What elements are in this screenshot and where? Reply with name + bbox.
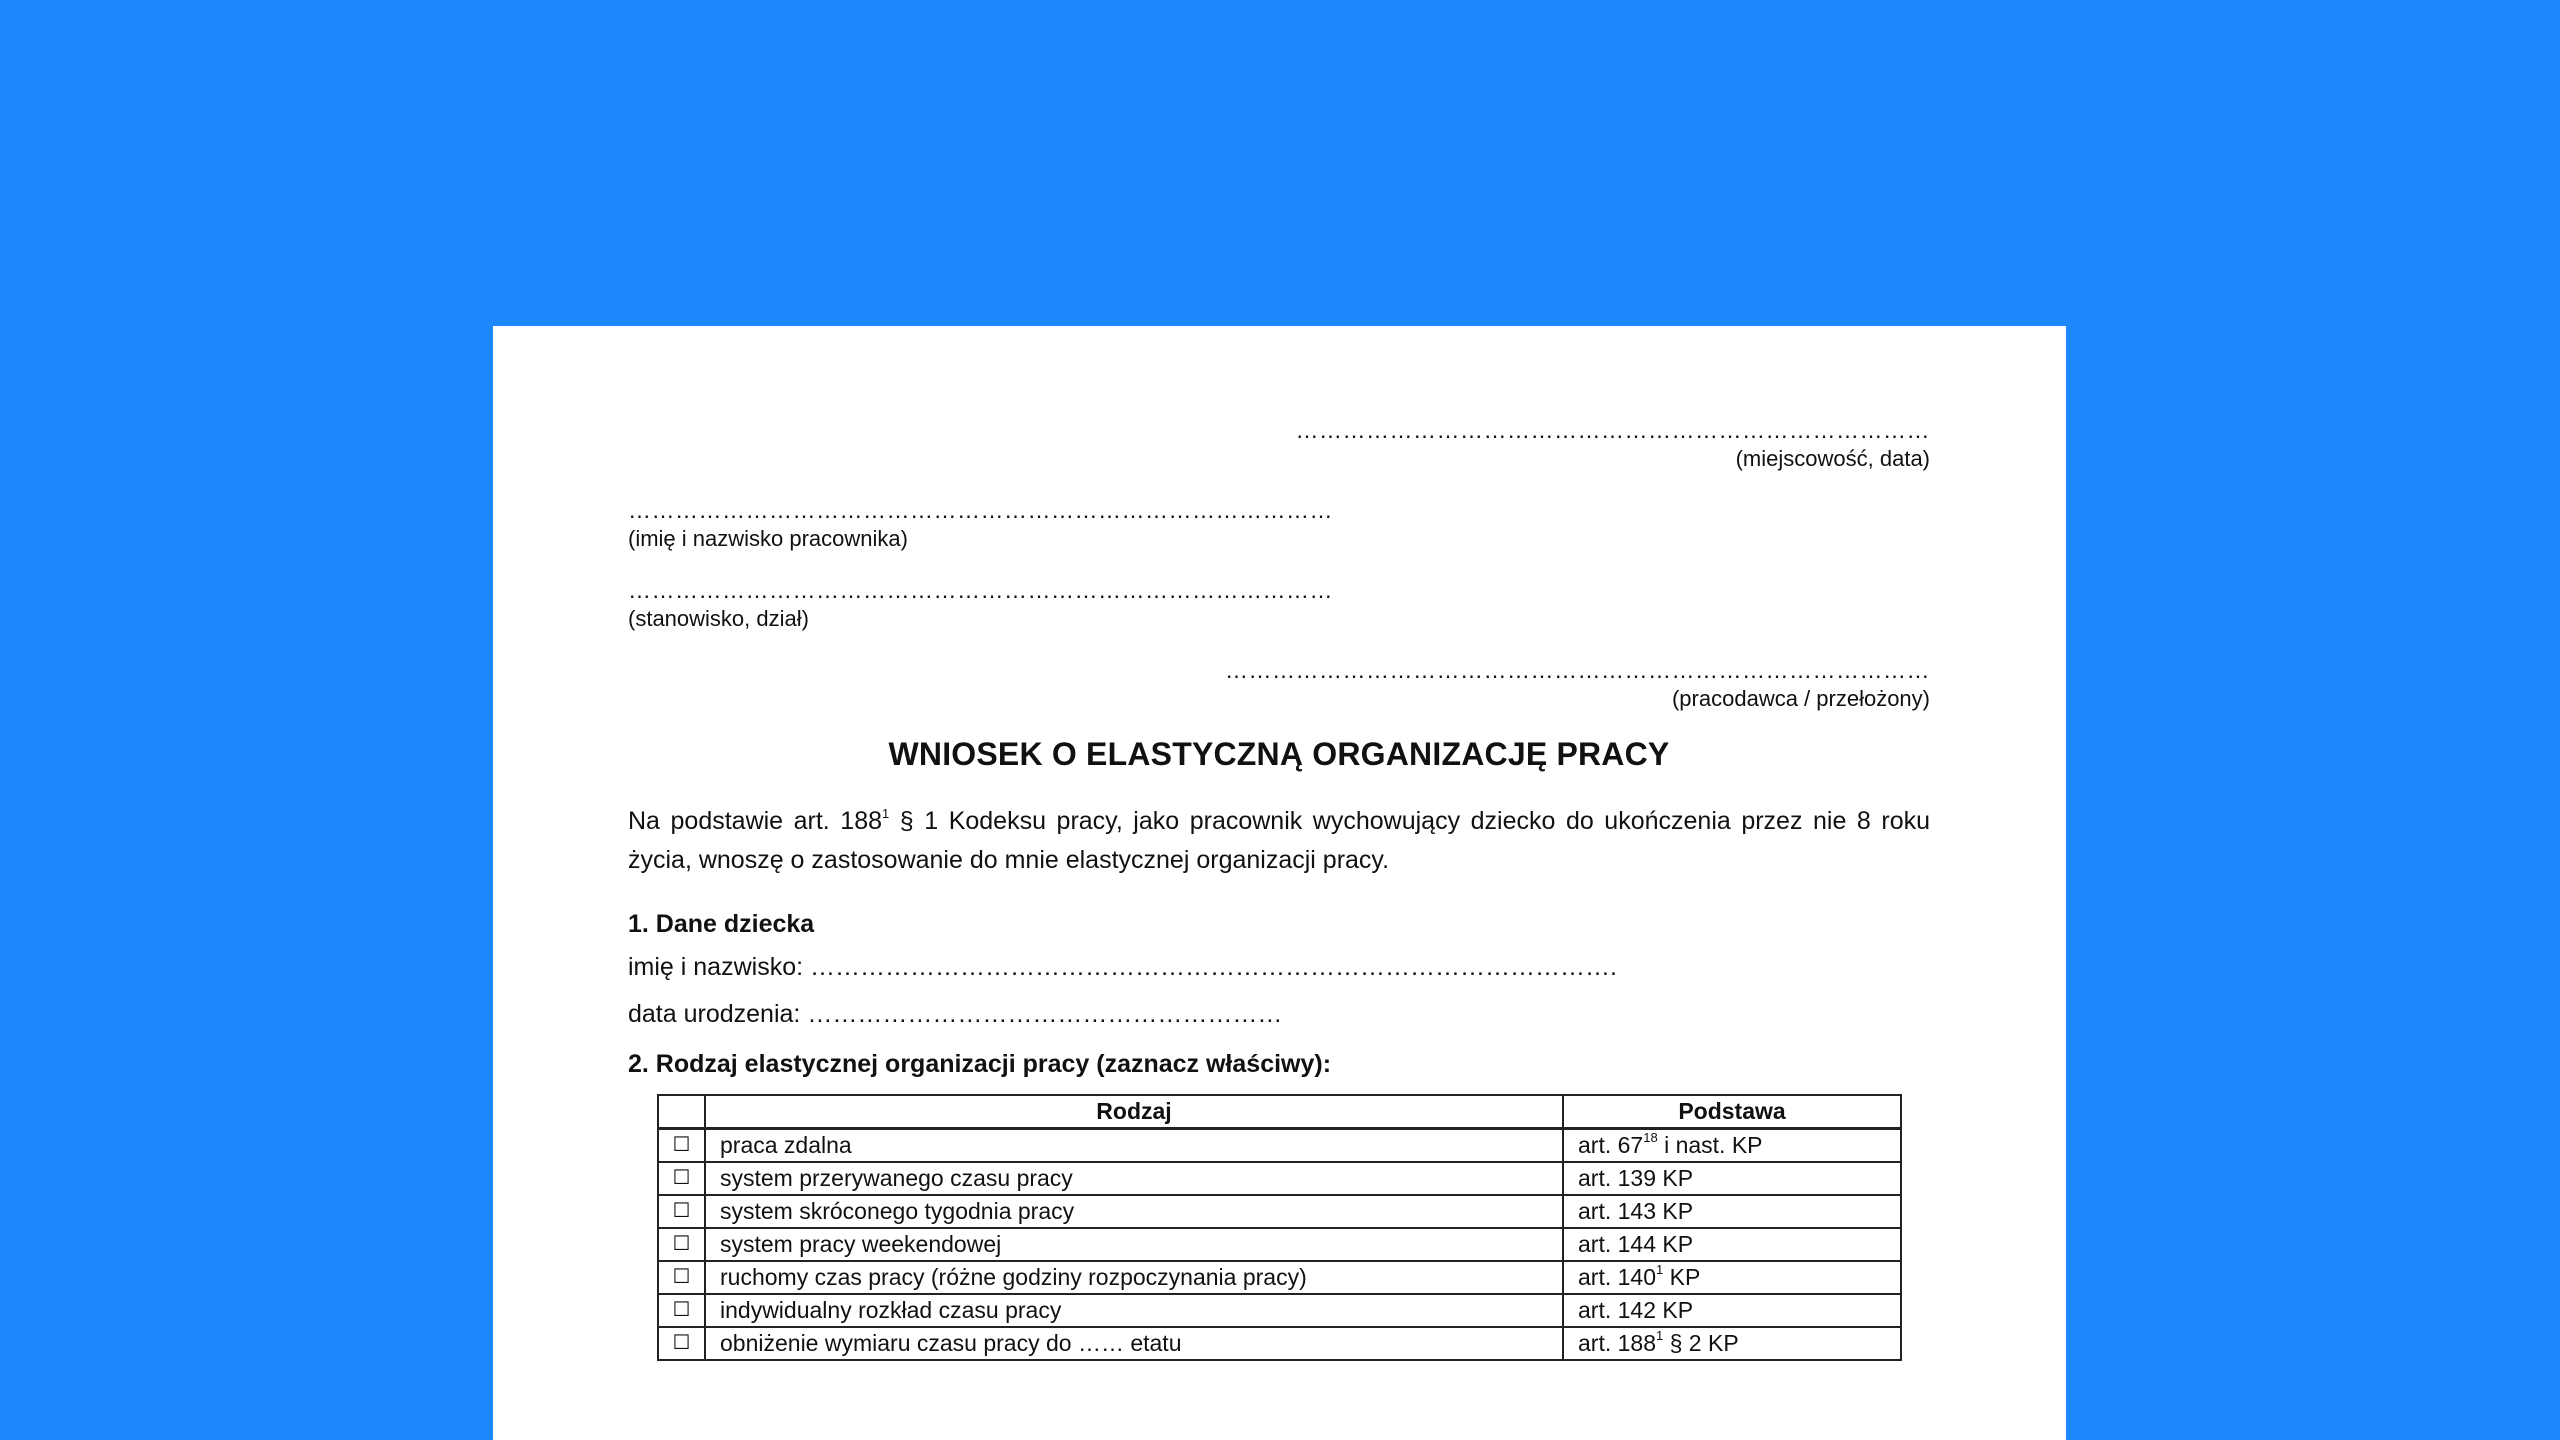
child-name-row[interactable] bbox=[628, 944, 1930, 991]
table-header-check bbox=[658, 1095, 705, 1129]
section-child-heading: 1. Dane dziecka bbox=[628, 910, 815, 938]
row-basis-rest: § 2 KP bbox=[1663, 1330, 1739, 1356]
row-basis bbox=[1563, 1327, 1901, 1360]
row-type: system skróconego tygodnia pracy bbox=[705, 1195, 1563, 1228]
table-body bbox=[658, 1129, 1901, 1361]
employer-field[interactable] bbox=[628, 656, 1930, 714]
checkbox-icon[interactable]: ☐ bbox=[658, 1294, 705, 1327]
table-row bbox=[658, 1228, 1901, 1261]
intro-superscript: 1 bbox=[882, 805, 890, 821]
child-name-label: imię i nazwisko: bbox=[628, 953, 804, 981]
row-basis-main: art. 142 KP bbox=[1578, 1297, 1694, 1323]
position-field[interactable] bbox=[628, 576, 1930, 634]
row-basis bbox=[1563, 1195, 1901, 1228]
row-type: system pracy weekendowej bbox=[705, 1228, 1563, 1261]
work-organization-table bbox=[657, 1094, 1902, 1361]
employer-dots: ……………………………………………………………………………… bbox=[1225, 657, 1930, 683]
employee-name-field[interactable] bbox=[628, 496, 1930, 554]
child-name-dots: ……………………………………………………………………………………. bbox=[810, 953, 1617, 981]
checkbox-icon[interactable]: ☐ bbox=[658, 1129, 705, 1163]
row-basis bbox=[1563, 1228, 1901, 1261]
row-basis-main: art. 143 KP bbox=[1578, 1198, 1694, 1224]
row-basis-rest: i nast. KP bbox=[1657, 1132, 1763, 1158]
row-basis-superscript: 1 bbox=[1656, 1262, 1664, 1278]
row-type: ruchomy czas pracy (różne godziny rozpoczynania pracy) bbox=[705, 1261, 1563, 1294]
table-row bbox=[658, 1261, 1901, 1294]
table-header-type: Rodzaj bbox=[705, 1095, 1563, 1129]
row-type: system przerywanego czasu pracy bbox=[705, 1162, 1563, 1195]
intro-text-end: § 1 Kodeksu pracy, jako pracownik wychowujący dziecko do ukończenia przez nie 8 roku życia, wnoszę o zastosowanie do mnie elastycznej organizacji pracy. bbox=[628, 807, 1930, 874]
child-birthdate-dots: ………………………………………………… bbox=[807, 1000, 1283, 1028]
checkbox-icon[interactable]: ☐ bbox=[658, 1261, 705, 1294]
table-row bbox=[658, 1294, 1901, 1327]
row-basis bbox=[1563, 1261, 1901, 1294]
place-date-dots: ……………………………………………………………………… bbox=[1295, 417, 1930, 443]
row-basis bbox=[1563, 1162, 1901, 1195]
intro-paragraph bbox=[628, 802, 1930, 880]
document-title: WNIOSEK O ELASTYCZNĄ ORGANIZACJĘ PRACY bbox=[888, 736, 1670, 772]
employee-name-dots: ……………………………………………………………………………… bbox=[628, 497, 1333, 523]
row-basis-main: art. 144 KP bbox=[1578, 1231, 1694, 1257]
row-type: indywidualny rozkład czasu pracy bbox=[705, 1294, 1563, 1327]
row-basis-main: art. 188 bbox=[1578, 1330, 1656, 1356]
position-label: (stanowisko, dział) bbox=[628, 606, 809, 631]
row-basis-superscript: 1 bbox=[1656, 1328, 1664, 1344]
child-birthdate-row[interactable] bbox=[628, 991, 1930, 1038]
table-row bbox=[658, 1195, 1901, 1228]
row-basis bbox=[1563, 1294, 1901, 1327]
employee-name-label: (imię i nazwisko pracownika) bbox=[628, 526, 908, 551]
employer-label: (pracodawca / przełożony) bbox=[1671, 686, 1930, 711]
checkbox-icon[interactable]: ☐ bbox=[658, 1195, 705, 1228]
place-date-field[interactable] bbox=[628, 416, 1930, 474]
row-basis-main: art. 139 KP bbox=[1578, 1165, 1694, 1191]
row-basis-rest: KP bbox=[1663, 1264, 1701, 1290]
row-basis bbox=[1563, 1129, 1901, 1163]
row-basis-main: art. 140 bbox=[1578, 1264, 1656, 1290]
position-dots: ……………………………………………………………………………… bbox=[628, 577, 1333, 603]
row-type: praca zdalna bbox=[705, 1129, 1563, 1163]
checkbox-icon[interactable]: ☐ bbox=[658, 1162, 705, 1195]
table-header-basis: Podstawa bbox=[1563, 1095, 1901, 1129]
row-basis-superscript: 18 bbox=[1643, 1130, 1658, 1146]
table-row bbox=[658, 1162, 1901, 1195]
place-date-label: (miejscowość, data) bbox=[1735, 446, 1930, 471]
child-birthdate-label: data urodzenia: bbox=[628, 1000, 801, 1028]
table-row bbox=[658, 1327, 1901, 1360]
row-basis-main: art. 67 bbox=[1578, 1132, 1644, 1158]
document-page bbox=[493, 326, 2066, 1440]
document-content bbox=[628, 416, 1930, 1361]
intro-text-start: Na podstawie art. 188 bbox=[628, 807, 883, 835]
table-header-row bbox=[658, 1095, 1901, 1129]
table-row bbox=[658, 1129, 1901, 1163]
checkbox-icon[interactable]: ☐ bbox=[658, 1228, 705, 1261]
row-type: obniżenie wymiaru czasu pracy do …… etatu bbox=[705, 1327, 1563, 1360]
section-type-heading: 2. Rodzaj elastycznej organizacji pracy (zaznacz właściwy): bbox=[628, 1050, 1332, 1078]
checkbox-icon[interactable]: ☐ bbox=[658, 1327, 705, 1360]
